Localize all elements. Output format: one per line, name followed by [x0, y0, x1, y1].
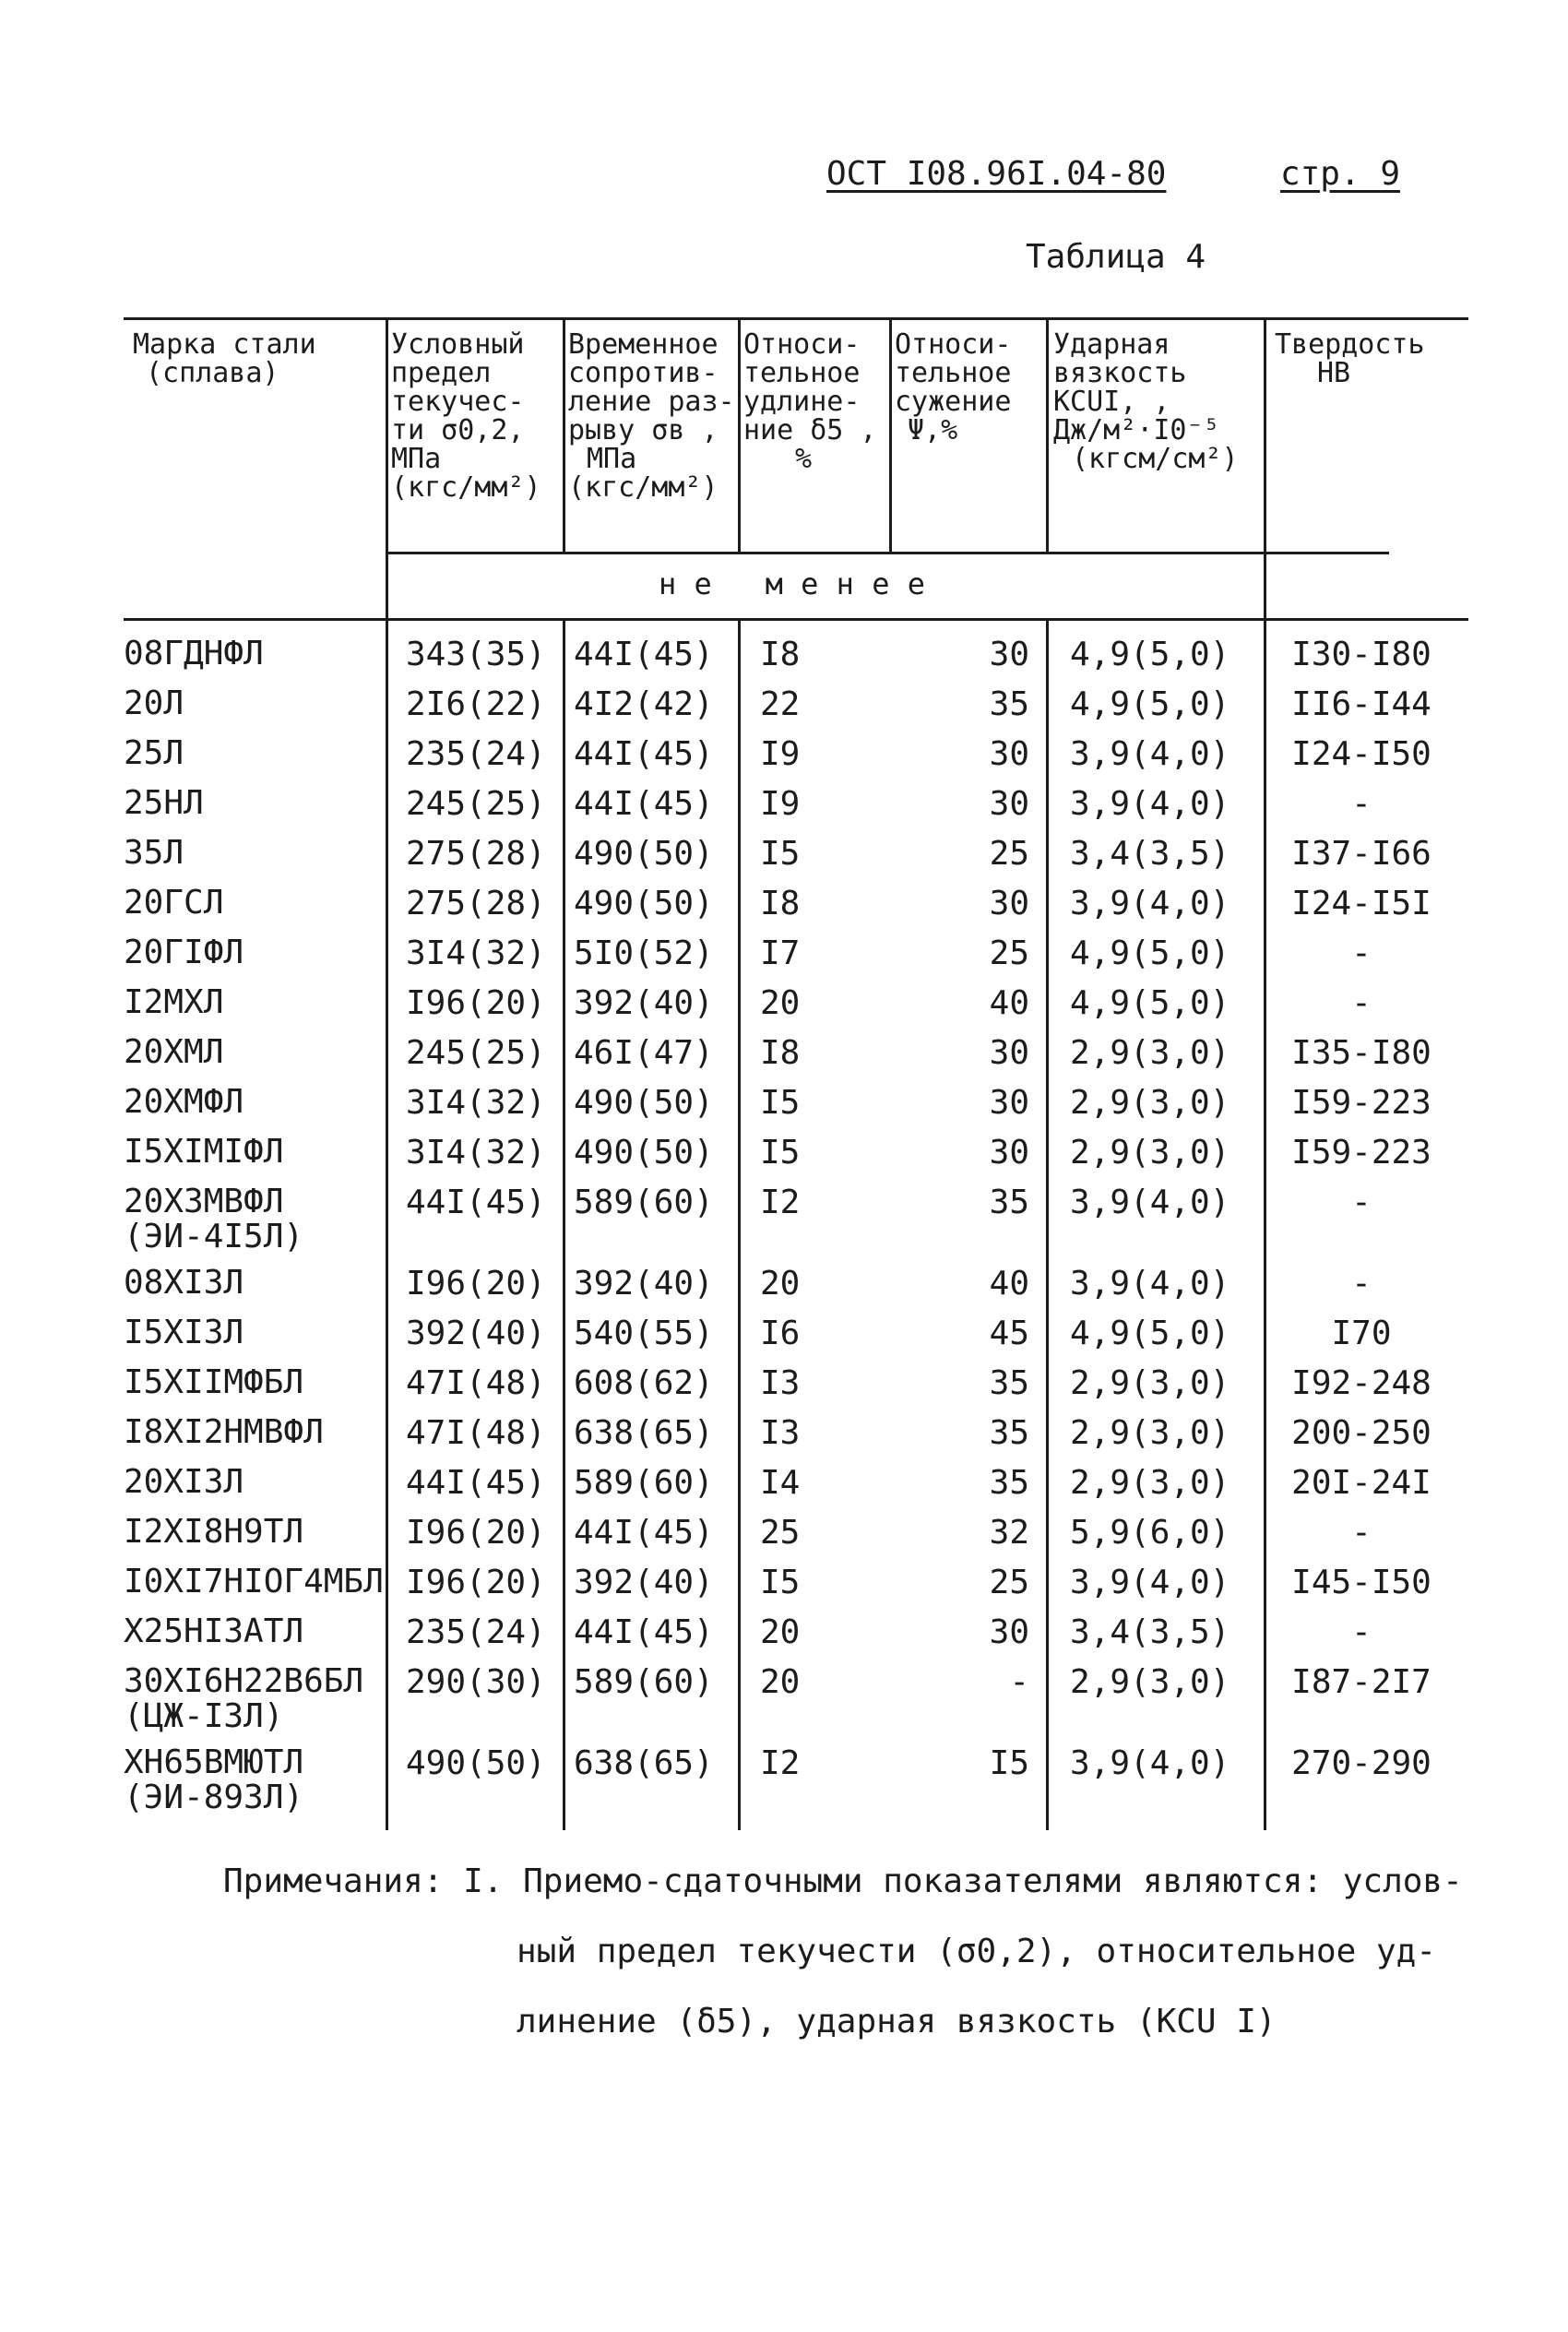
cell-elongation: 20: [760, 1663, 801, 1701]
cell-hardness: 20I-24I: [1291, 1464, 1431, 1502]
notes: [223, 1847, 1463, 2057]
cell-grade: 30ХI6Н22В6БЛ (ЦЖ-I3Л): [124, 1662, 364, 1735]
cell-impact: 3,4(3,5): [1070, 1613, 1230, 1651]
cell-grade: 08ХI3Л: [124, 1264, 244, 1302]
cell-yield: I96(20): [406, 1514, 546, 1552]
cell-elongation: I5: [760, 1134, 801, 1172]
cell-tensile: 392(40): [574, 984, 714, 1022]
cell-grade: 20Л: [124, 684, 184, 722]
cell-elongation: I3: [760, 1414, 801, 1452]
cell-hardness: I70: [1331, 1315, 1392, 1352]
cell-tensile: 44I(45): [574, 1613, 714, 1651]
subheader-not-less: н е м е н е е: [659, 566, 925, 601]
cell-impact: 3,4(3,5): [1070, 835, 1230, 873]
cell-reduction: 30: [989, 636, 1029, 673]
cell-tensile: 490(50): [574, 1134, 714, 1172]
cell-tensile: 638(65): [574, 1414, 714, 1452]
page-header: [826, 155, 1417, 201]
cell-yield: 47I(48): [406, 1414, 546, 1452]
cell-yield: 275(28): [406, 885, 546, 922]
cell-elongation: I2: [760, 1744, 801, 1782]
note-line-1: Примечания: I. Приемо-сдаточными показателями являются: услов-: [223, 1862, 1463, 1900]
cell-reduction: 35: [989, 1414, 1029, 1452]
cell-yield: I96(20): [406, 984, 546, 1022]
header-reduction: Относи- тельное сужение Ψ,%: [895, 328, 1012, 446]
cell-grade: 20ХI3Л: [124, 1463, 244, 1501]
cell-impact: 4,9(5,0): [1070, 934, 1230, 972]
cell-reduction: 45: [989, 1315, 1029, 1352]
cell-grade: I5ХIIМФБЛ: [124, 1363, 304, 1401]
note-line-3: линение (δ5), ударная вязкость (KCU I): [517, 2003, 1277, 2040]
cell-yield: 245(25): [406, 1034, 546, 1072]
cell-elongation: I2: [760, 1184, 801, 1221]
cell-grade: I5ХIМIФЛ: [124, 1133, 284, 1171]
header-elongation: Относи- тельное удлине- ние δ5 , %: [743, 328, 877, 475]
cell-elongation: I9: [760, 785, 801, 823]
cell-tensile: 490(50): [574, 1084, 714, 1122]
header-hardness: Твердость НВ: [1275, 328, 1425, 389]
cell-reduction: 32: [989, 1514, 1029, 1552]
cell-tensile: 490(50): [574, 885, 714, 922]
col-divider-5b: [1046, 618, 1049, 1830]
col-divider-3b: [738, 618, 741, 1830]
cell-grade: 25Л: [124, 734, 184, 772]
cell-hardness: -: [1351, 1184, 1372, 1221]
cell-reduction: 30: [989, 1134, 1029, 1172]
cell-tensile: 392(40): [574, 1265, 714, 1303]
cell-tensile: 589(60): [574, 1663, 714, 1701]
cell-grade: I2МХЛ: [124, 983, 224, 1021]
cell-reduction: 25: [989, 835, 1029, 873]
col-divider-5: [1046, 317, 1049, 552]
cell-yield: 245(25): [406, 785, 546, 823]
cell-impact: 3,9(4,0): [1070, 885, 1230, 922]
cell-impact: 4,9(5,0): [1070, 685, 1230, 723]
page-number: стр. 9: [1279, 155, 1400, 193]
cell-grade: Х25НI3АТЛ: [124, 1612, 304, 1650]
cell-impact: 2,9(3,0): [1070, 1364, 1230, 1402]
cell-impact: 2,9(3,0): [1070, 1034, 1230, 1072]
cell-impact: 2,9(3,0): [1070, 1414, 1230, 1452]
document-code: ОСТ I08.96I.04-80: [826, 155, 1167, 193]
cell-elongation: I3: [760, 1364, 801, 1402]
cell-grade: 08ГДНФЛ: [124, 635, 264, 672]
cell-grade: 20ГСЛ: [124, 884, 224, 922]
cell-tensile: 490(50): [574, 835, 714, 873]
cell-grade: 25НЛ: [124, 784, 204, 822]
cell-tensile: 392(40): [574, 1564, 714, 1601]
cell-tensile: 44I(45): [574, 785, 714, 823]
cell-hardness: -: [1351, 934, 1372, 972]
cell-impact: 2,9(3,0): [1070, 1464, 1230, 1502]
cell-hardness: I59-223: [1291, 1134, 1431, 1172]
cell-hardness: I35-I80: [1291, 1034, 1431, 1072]
cell-hardness: I59-223: [1291, 1084, 1431, 1122]
cell-impact: 4,9(5,0): [1070, 1315, 1230, 1352]
cell-tensile: 44I(45): [574, 735, 714, 773]
cell-hardness: -: [1351, 984, 1372, 1022]
table-caption: Таблица 4: [1026, 238, 1206, 276]
cell-elongation: I7: [760, 934, 801, 972]
cell-elongation: 22: [760, 685, 801, 723]
cell-grade: I0ХI7НIОГ4МБЛ: [124, 1563, 384, 1600]
cell-reduction: 35: [989, 685, 1029, 723]
cell-grade: 35Л: [124, 834, 184, 872]
cell-grade: 20ГIФЛ: [124, 934, 244, 971]
cell-tensile: 589(60): [574, 1184, 714, 1221]
cell-grade: 20ХМЛ: [124, 1033, 224, 1071]
cell-reduction: 25: [989, 1564, 1029, 1601]
cell-elongation: I5: [760, 1084, 801, 1122]
cell-yield: 235(24): [406, 735, 546, 773]
cell-reduction: 30: [989, 885, 1029, 922]
cell-yield: 490(50): [406, 1744, 546, 1782]
col-divider-6: [1264, 317, 1266, 1830]
header-grade: Марка стали (сплава): [133, 328, 316, 389]
cell-yield: 44I(45): [406, 1464, 546, 1502]
cell-reduction: 30: [989, 1613, 1029, 1651]
cell-hardness: I45-I50: [1291, 1564, 1431, 1601]
cell-hardness: 200-250: [1291, 1414, 1431, 1452]
cell-elongation: I8: [760, 636, 801, 673]
cell-hardness: I92-248: [1291, 1364, 1431, 1402]
cell-yield: 47I(48): [406, 1364, 546, 1402]
note-line-2: ный предел текучести (σ0,2), относительное уд-: [517, 1933, 1436, 1970]
cell-tensile: 589(60): [574, 1464, 714, 1502]
cell-grade: 20Х3МВФЛ (ЭИ-4I5Л): [124, 1183, 304, 1255]
cell-yield: 235(24): [406, 1613, 546, 1651]
cell-elongation: I8: [760, 885, 801, 922]
cell-impact: 3,9(4,0): [1070, 1564, 1230, 1601]
cell-impact: 3,9(4,0): [1070, 785, 1230, 823]
cell-impact: 3,9(4,0): [1070, 1184, 1230, 1221]
cell-tensile: 4I2(42): [574, 685, 714, 723]
cell-hardness: -: [1351, 1514, 1372, 1552]
cell-yield: 290(30): [406, 1663, 546, 1701]
cell-reduction: 40: [989, 984, 1029, 1022]
cell-tensile: 44I(45): [574, 636, 714, 673]
cell-impact: 3,9(4,0): [1070, 1744, 1230, 1782]
cell-hardness: 270-290: [1291, 1744, 1431, 1782]
col-divider-3: [738, 317, 741, 552]
cell-reduction: 25: [989, 934, 1029, 972]
cell-hardness: -: [1351, 785, 1372, 823]
cell-impact: 2,9(3,0): [1070, 1663, 1230, 1701]
cell-tensile: 44I(45): [574, 1514, 714, 1552]
cell-elongation: 20: [760, 1613, 801, 1651]
cell-reduction: 30: [989, 735, 1029, 773]
cell-yield: I96(20): [406, 1265, 546, 1303]
cell-hardness: -: [1351, 1613, 1372, 1651]
cell-elongation: I5: [760, 835, 801, 873]
cell-hardness: I30-I80: [1291, 636, 1431, 673]
cell-tensile: 638(65): [574, 1744, 714, 1782]
cell-elongation: 25: [760, 1514, 801, 1552]
cell-hardness: I87-2I7: [1291, 1663, 1431, 1701]
cell-yield: 343(35): [406, 636, 546, 673]
cell-hardness: -: [1351, 1265, 1372, 1303]
cell-impact: 4,9(5,0): [1070, 984, 1230, 1022]
properties-table: [124, 317, 1468, 1830]
col-divider-1: [386, 317, 388, 1830]
cell-yield: 392(40): [406, 1315, 546, 1352]
header-bottom-rule: [124, 618, 1468, 621]
cell-yield: 3I4(32): [406, 1084, 546, 1122]
cell-yield: 2I6(22): [406, 685, 546, 723]
cell-yield: 44I(45): [406, 1184, 546, 1221]
cell-hardness: I24-I5I: [1291, 885, 1431, 922]
table-top-rule: [124, 317, 1468, 320]
cell-elongation: 20: [760, 984, 801, 1022]
cell-elongation: I5: [760, 1564, 801, 1601]
cell-hardness: I37-I66: [1291, 835, 1431, 873]
cell-tensile: 540(55): [574, 1315, 714, 1352]
cell-impact: 4,9(5,0): [1070, 636, 1230, 673]
cell-impact: 2,9(3,0): [1070, 1134, 1230, 1172]
header-yield: Условный предел текучес- ти σ0,2, МПа (кгс/мм²): [391, 328, 541, 504]
cell-reduction: 40: [989, 1265, 1029, 1303]
cell-yield: 275(28): [406, 835, 546, 873]
cell-hardness: II6-I44: [1291, 685, 1431, 723]
header-impact: Ударная вязкость KCUI, , Дж/м²·I0⁻⁵ (кгсм/см²): [1053, 328, 1239, 475]
cell-elongation: I6: [760, 1315, 801, 1352]
col-divider-2b: [563, 618, 565, 1830]
cell-impact: 2,9(3,0): [1070, 1084, 1230, 1122]
col-divider-4: [889, 317, 892, 552]
cell-hardness: I24-I50: [1291, 735, 1431, 773]
cell-impact: 5,9(6,0): [1070, 1514, 1230, 1552]
cell-elongation: I4: [760, 1464, 801, 1502]
cell-reduction: 30: [989, 1034, 1029, 1072]
subheader-top-rule: [386, 552, 1389, 554]
cell-grade: 20ХМФЛ: [124, 1083, 244, 1121]
cell-impact: 3,9(4,0): [1070, 735, 1230, 773]
cell-grade: I8ХI2НМВФЛ: [124, 1413, 324, 1451]
cell-yield: I96(20): [406, 1564, 546, 1601]
cell-tensile: 5I0(52): [574, 934, 714, 972]
cell-reduction: I5: [989, 1744, 1029, 1782]
cell-grade: I2ХI8Н9ТЛ: [124, 1513, 304, 1551]
cell-grade: I5ХI3Л: [124, 1314, 244, 1351]
cell-reduction: -: [1009, 1663, 1029, 1701]
cell-reduction: 30: [989, 785, 1029, 823]
cell-elongation: I8: [760, 1034, 801, 1072]
cell-grade: ХН65ВМЮТЛ (ЭИ-893Л): [124, 1743, 304, 1816]
cell-reduction: 35: [989, 1464, 1029, 1502]
cell-reduction: 35: [989, 1364, 1029, 1402]
cell-impact: 3,9(4,0): [1070, 1265, 1230, 1303]
cell-tensile: 608(62): [574, 1364, 714, 1402]
cell-yield: 3I4(32): [406, 1134, 546, 1172]
cell-reduction: 30: [989, 1084, 1029, 1122]
cell-reduction: 35: [989, 1184, 1029, 1221]
cell-elongation: 20: [760, 1265, 801, 1303]
cell-yield: 3I4(32): [406, 934, 546, 972]
header-tensile: Временное сопротив- ление раз- рыву σв , МПа (кгс/мм²): [568, 328, 735, 504]
cell-elongation: I9: [760, 735, 801, 773]
col-divider-2: [563, 317, 565, 552]
cell-tensile: 46I(47): [574, 1034, 714, 1072]
